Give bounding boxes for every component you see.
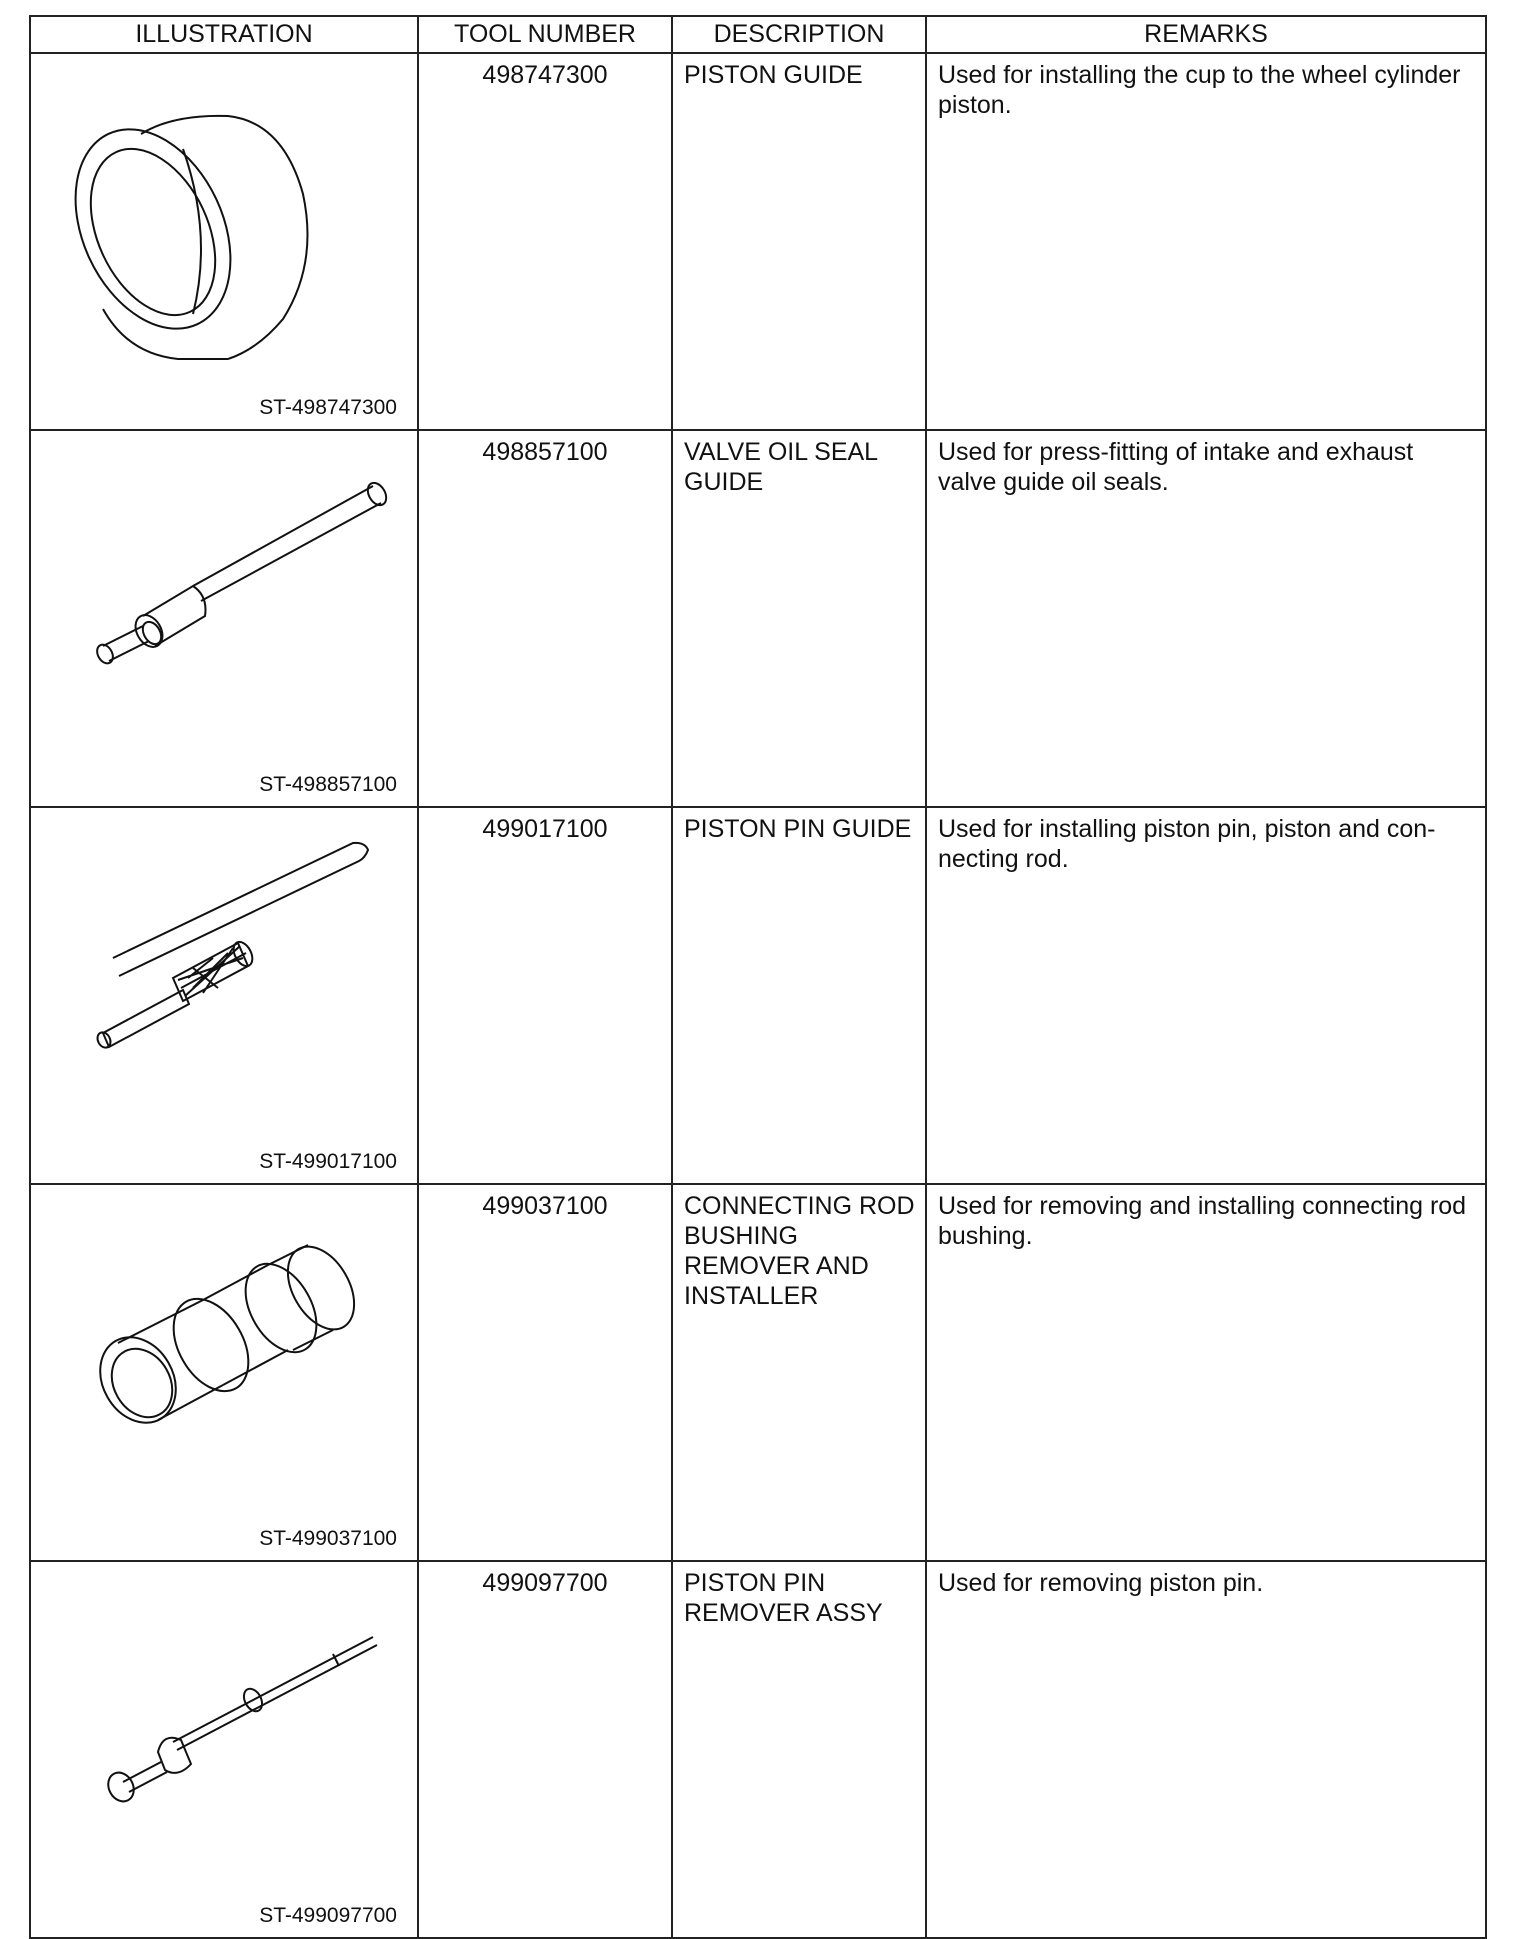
valve-oil-seal-guide-icon <box>43 451 407 751</box>
header-remarks: REMARKS <box>926 16 1486 53</box>
description-line: PISTON PIN GUIDE <box>684 815 912 843</box>
illustration-cell <box>30 53 418 430</box>
illustration-code: ST-499037100 <box>259 1527 397 1550</box>
tool-number-cell: 499097700 <box>418 1561 672 1938</box>
description-cell <box>672 1561 926 1938</box>
table-row <box>30 1184 1486 1561</box>
table-row <box>30 1561 1486 1938</box>
header-tool-number: TOOL NUMBER <box>418 16 672 53</box>
description-line: REMOVER ASSY <box>684 1599 883 1627</box>
piston-pin-guide-icon <box>43 828 407 1128</box>
remarks-cell: Used for installing the cup to the wheel cylinder piston. <box>926 53 1486 430</box>
description-line: PISTON PIN <box>684 1569 826 1597</box>
piston-guide-ring-icon <box>43 74 407 374</box>
description-line: INSTALLER <box>684 1282 819 1310</box>
remarks-cell: Used for press-fitting of intake and exhaust valve guide oil seals. <box>926 430 1486 807</box>
header-illustration: ILLUSTRATION <box>30 16 418 53</box>
illustration-cell <box>30 807 418 1184</box>
header-description: DESCRIPTION <box>672 16 926 53</box>
illustration-code: ST-499017100 <box>259 1150 397 1173</box>
remarks-cell: Used for installing piston pin, piston and con-necting rod. <box>926 807 1486 1184</box>
description-line: CONNECTING ROD <box>684 1192 915 1220</box>
tool-number-cell: 499017100 <box>418 807 672 1184</box>
tool-number-cell: 498857100 <box>418 430 672 807</box>
illustration-cell <box>30 430 418 807</box>
description-line: BUSHING <box>684 1222 798 1250</box>
piston-pin-remover-icon <box>43 1582 407 1882</box>
bushing-remover-icon <box>43 1205 407 1505</box>
remarks-cell: Used for removing piston pin. <box>926 1561 1486 1938</box>
table-row <box>30 53 1486 430</box>
remarks-cell: Used for removing and installing connecting rod bushing. <box>926 1184 1486 1561</box>
description-line: PISTON GUIDE <box>684 61 863 89</box>
description-line: GUIDE <box>684 468 764 496</box>
description-cell <box>672 53 926 430</box>
description-cell <box>672 430 926 807</box>
tool-number-cell: 499037100 <box>418 1184 672 1561</box>
description-line: VALVE OIL SEAL <box>684 438 879 466</box>
illustration-code: ST-498747300 <box>259 396 397 419</box>
tool-number-cell: 498747300 <box>418 53 672 430</box>
illustration-cell <box>30 1561 418 1938</box>
description-line: REMOVER AND <box>684 1252 869 1280</box>
description-cell <box>672 1184 926 1561</box>
illustration-code: ST-498857100 <box>259 773 397 796</box>
illustration-code: ST-499097700 <box>259 1904 397 1927</box>
illustration-cell <box>30 1184 418 1561</box>
description-cell <box>672 807 926 1184</box>
table-row <box>30 430 1486 807</box>
header-row <box>30 16 1486 53</box>
table-row <box>30 807 1486 1184</box>
special-tools-table <box>29 15 1487 1939</box>
